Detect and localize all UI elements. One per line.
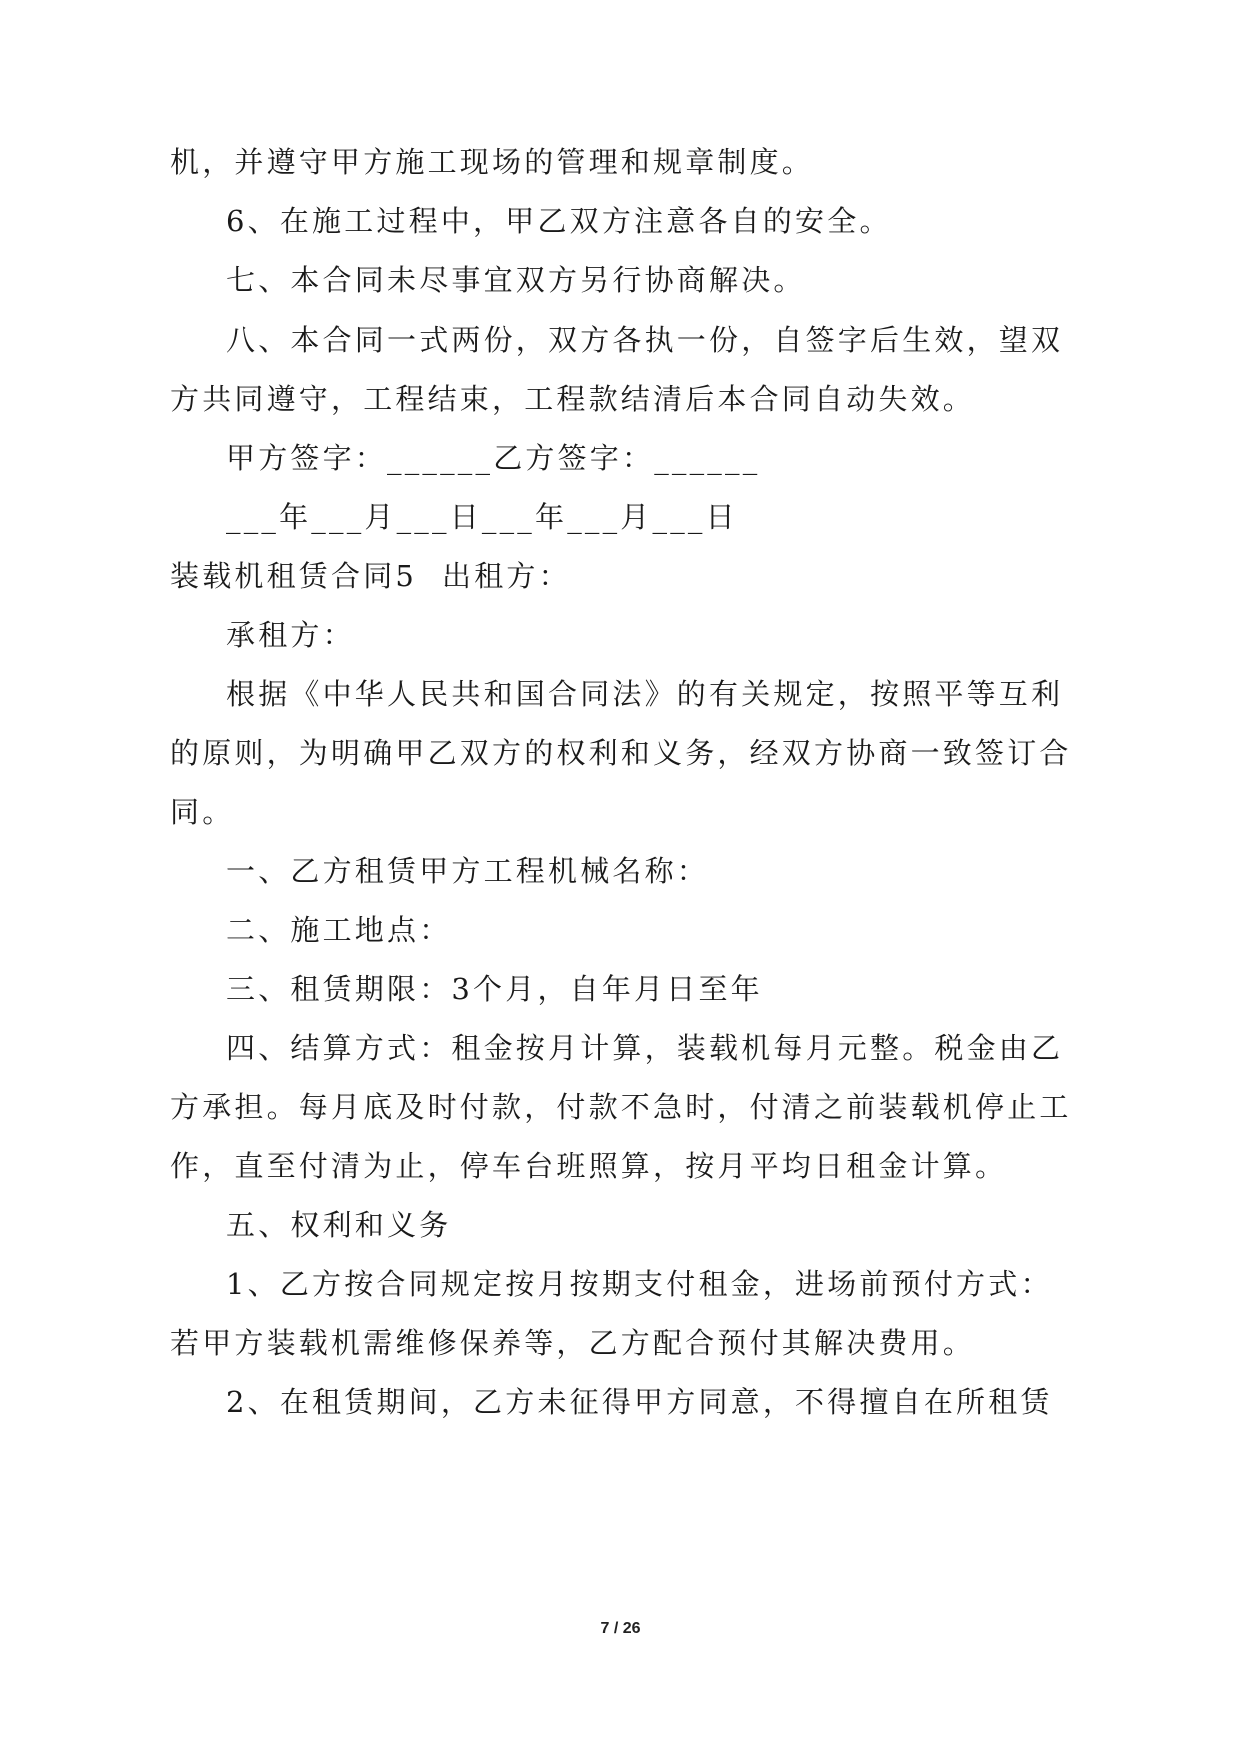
page-number: 7 / 26 [600,1620,641,1637]
clause-4-settlement: 四、结算方式：租金按月计算，装载机每月元整。税金由乙 [226,1031,1064,1065]
clause-8-continued: 方共同遵守，工程结束，工程款结清后本合同自动失效。 [170,382,976,416]
lessee-label: 承租方： [226,618,355,652]
preamble-end: 同。 [170,795,235,829]
lessor-label: 出租方： [442,559,571,593]
clause-2-location: 二、施工地点： [226,913,452,947]
subclause-1-continued: 若甲方装载机需维修保养等，乙方配合预付其解决费用。 [170,1326,976,1360]
clause-6: 6、在施工过程中，甲乙双方注意各自的安全。 [226,204,892,238]
preamble: 根据《中华人民共和国合同法》的有关规定，按照平等互利 [226,677,1064,711]
preamble-continued: 的原则，为明确甲乙双方的权利和义务，经双方协商一致签订合 [170,736,1072,770]
clause-4-continued: 方承担。每月底及时付款，付款不急时，付清之前装载机停止工 [170,1090,1072,1124]
subclause-2: 2、在租赁期间，乙方未征得甲方同意，不得擅自在所租赁 [226,1385,1053,1419]
contract-heading: 装载机租赁合同5 [170,559,418,593]
clause-7: 七、本合同未尽事宜双方另行协商解决。 [226,263,806,297]
clause-5-heading: 五、权利和义务 [226,1208,452,1242]
clause-3-term: 三、租赁期限：3个月，自年月日至年 [226,972,763,1006]
clause-1-equipment: 一、乙方租赁甲方工程机械名称： [226,854,710,888]
clause-8: 八、本合同一式两份，双方各执一份，自签字后生效，望双 [226,323,1064,357]
clause-4-end: 作，直至付清为止，停车台班照算，按月平均日租金计算。 [170,1149,1008,1183]
date-line: ___年___月___日___年___月___日 [226,500,738,534]
signature-line: 甲方签字：______乙方签字：______ [226,441,761,475]
subclause-1: 1、乙方按合同规定按月按期支付租金，进场前预付方式： [226,1267,1053,1301]
paragraph-continuation: 机，并遵守甲方施工现场的管理和规章制度。 [170,145,815,179]
body-line [0,1382,1241,1502]
